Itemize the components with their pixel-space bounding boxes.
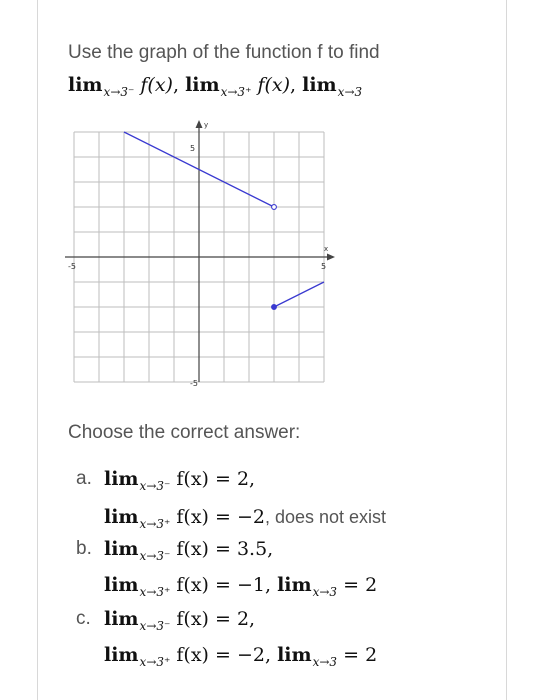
closed-point [272,305,277,310]
option-line: $\lim_{x\to 3^+} f(x) = -2$, $\lim_{x\to 3} = 2$ [104,644,378,669]
y-axis [196,120,203,382]
option-line: $\lim_{x\to 3^+} f(x) = -1$, $\lim_{x\to 3} = 2$ [104,574,378,599]
function-graph [65,118,345,388]
y-axis-label: y [204,121,209,129]
option-letter: c. [76,608,91,629]
limit-two-sided: $\lim_{x\to 3}$ [302,74,363,99]
x-axis-label: x [324,245,329,253]
limit-left: $\lim_{x\to 3^-} f(x)$, [68,74,180,99]
y-tick-label-5: 5 [190,144,196,153]
x-axis [65,254,335,261]
choose-instruction: Choose the correct answer: [68,422,301,443]
option-line: $\lim_{x\to 3^-} f(x) = 2$, [104,608,256,633]
option-letter: a. [76,468,92,489]
open-point [272,205,277,210]
option-letter: b. [76,538,92,559]
question-prompt: Use the graph of the function f to find [68,42,380,63]
x-tick-label-5: 5 [321,262,327,271]
option-line: $\lim_{x\to 3^+} f(x) = -2$, does not exist [104,506,387,531]
option-line: $\lim_{x\to 3^-} f(x) = 2$, [104,468,256,493]
question-limits [68,74,363,99]
option-line: $\lim_{x\to 3^-} f(x) = 3.5$, [104,538,274,563]
x-tick-label-neg5: -5 [68,262,76,271]
y-tick-label-neg5: -5 [190,379,198,388]
limit-right: $\lim_{x\to 3^+} f(x)$, [185,74,297,99]
